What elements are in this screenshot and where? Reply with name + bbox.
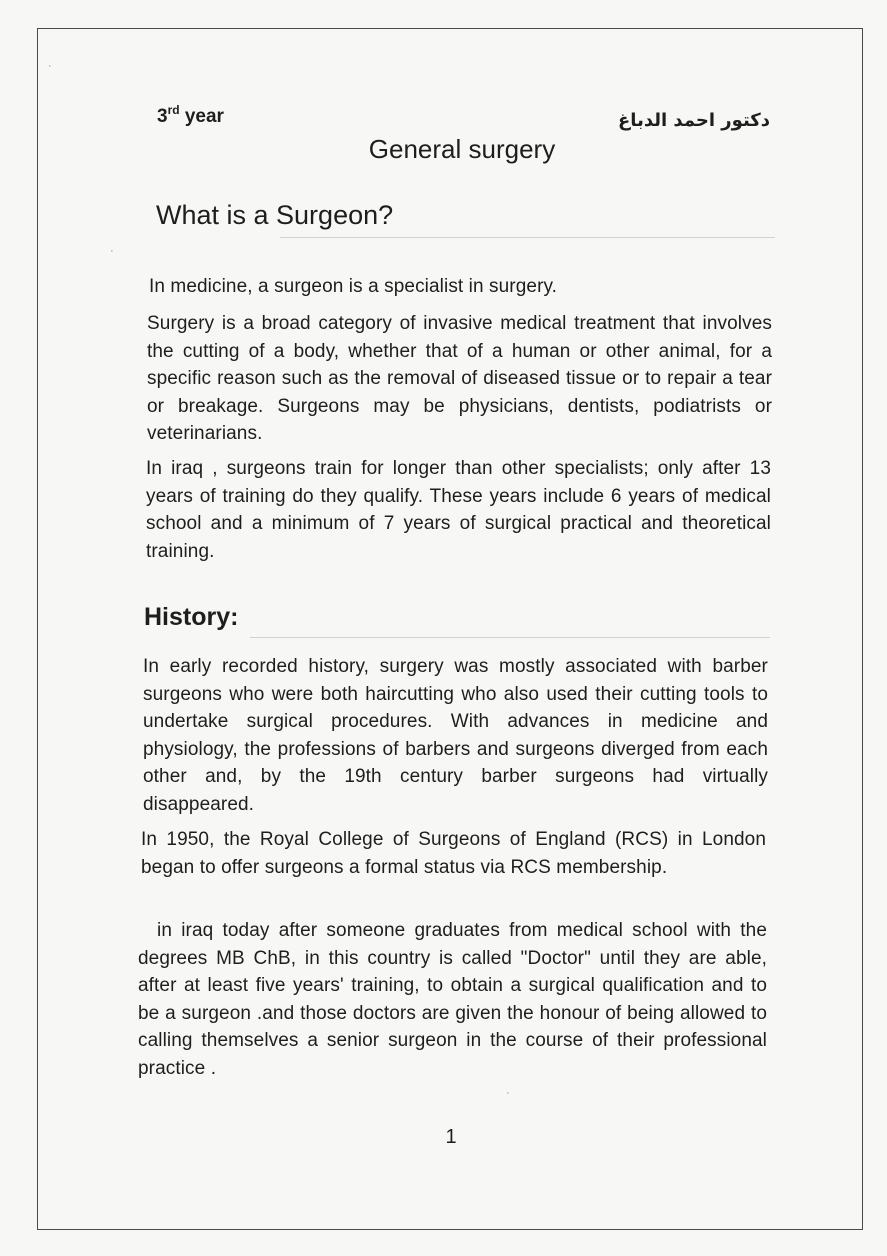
section-heading-surgeon: What is a Surgeon?: [156, 200, 394, 230]
page-number: 1: [445, 1126, 457, 1148]
paragraph-iraq-today: in iraq today after someone graduates from medical school with the degrees MB ChB, in this country is called "Doctor" until they are able, after at least five years' training, to obtain a surgical qualification and to be a surgeon .and those doctors are given the honour of being allowed to calling themselves a senior surgeon in the course of their professional practice .: [138, 920, 767, 1079]
paragraph-definition: In medicine, a surgeon is a specialist in surgery.: [149, 276, 558, 297]
paragraph-surgery: Surgery is a broad category of invasive medical treatment that involves the cutting of a body, whether that of a human or other animal, for a specific reason such as the removal of diseased tissue or to repair a tear or breakage. Surgeons may be physicians, dentists, podiatrists or veterinarians.: [147, 313, 772, 444]
year-label: 3rd year: [157, 103, 224, 127]
section-heading-history: History:: [144, 603, 239, 631]
heading-underline: [280, 237, 775, 238]
scan-speck: ·: [48, 60, 52, 72]
author-name: دكتور احمد الدباغ: [618, 110, 770, 131]
scan-speck: ·: [506, 1087, 510, 1099]
page-title: General surgery: [368, 134, 556, 164]
paragraph-rcs: In 1950, the Royal College of Surgeons of England (RCS) in London began to offer surgeons a formal status via RCS membership.: [141, 829, 766, 878]
heading-underline: [250, 637, 770, 638]
scan-speck: ·: [110, 245, 114, 257]
paragraph-training: In iraq , surgeons train for longer than other specialists; only after 13 years of training do they qualify. These years include 6 years of medical school and a minimum of 7 years of surgical practical and theoretical training.: [146, 458, 771, 562]
paragraph-early-history: In early recorded history, surgery was mostly associated with barber surgeons who were both haircutting who also used their cutting tools to undertake surgical procedures. With advances in medicine and physiology, the professions of barbers and surgeons diverged from each other and, by the 19th century barber surgeons had virtually disappeared.: [143, 656, 768, 815]
